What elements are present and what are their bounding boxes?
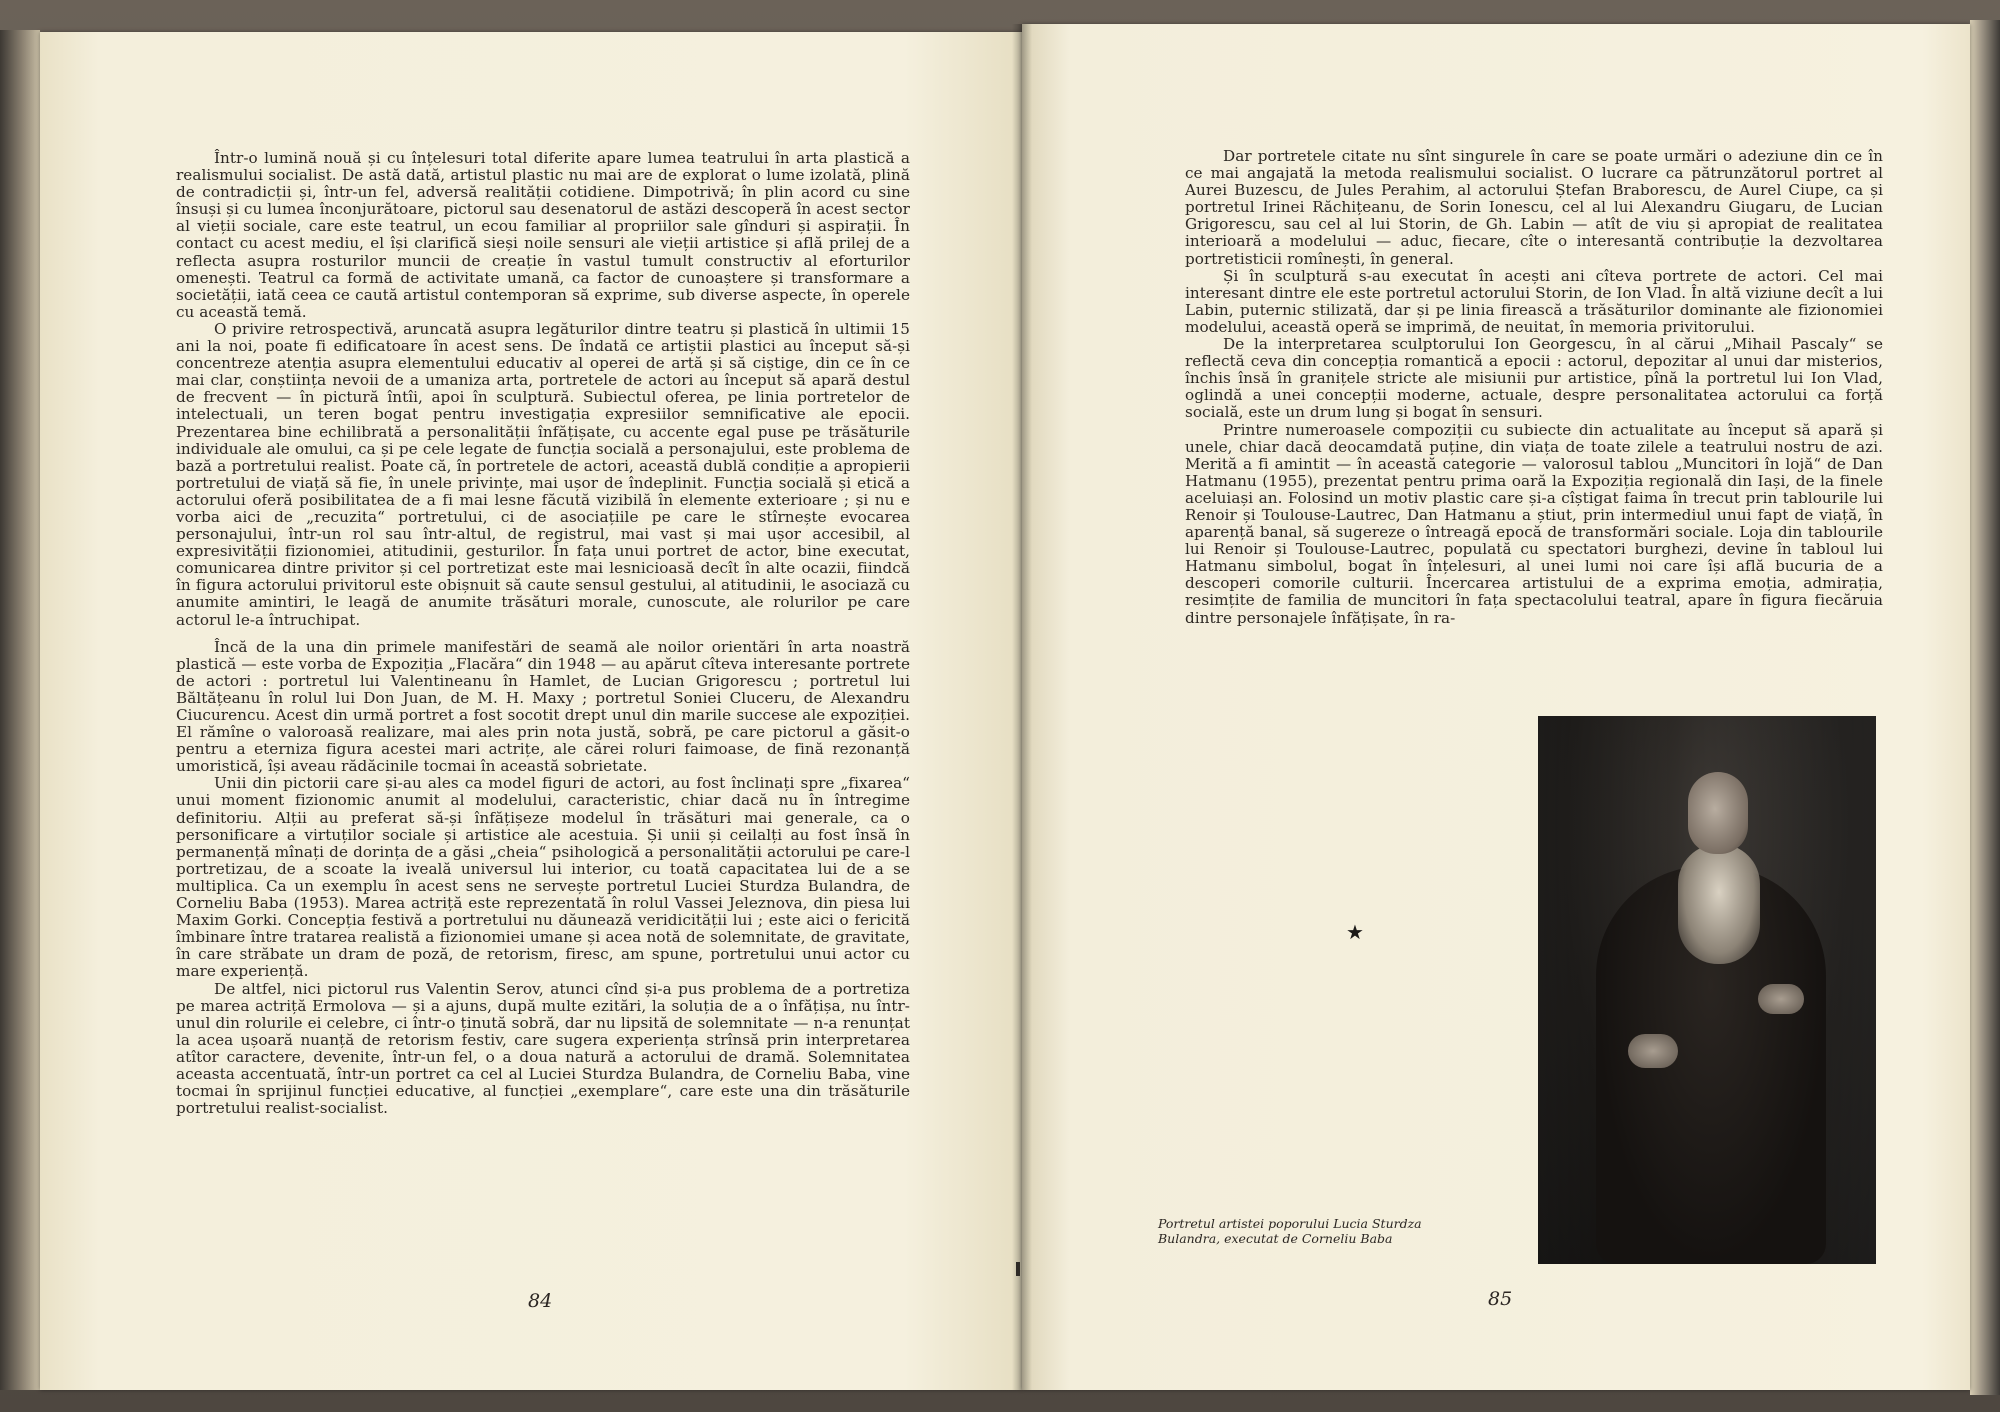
figure-hand-left bbox=[1628, 1034, 1678, 1068]
paragraph: Încă de la una din primele manifestări de seamă ale noilor orientări în arta noastră plastică — este vorba de Expoziția „Flacăra“ din 1948 — au apărut cîteva interesante portrete de actori : portretul lui Valentineanu în Hamlet, de Lucian Grigorescu ; portretul lui Băltățeanu în rolul lui Don Juan, de M. H. Maxy ; portretul Soniei Cluceru, de Alexandru Ciucurencu. Acest din urmă portret a fost socotit drept unul din marile succese ale expoziției. El rămîne o valoroasă realizare, mai ales prin nota justă, sobră, pe care pictorul a găsit-o pentru a eterniza figura acestei mari actrițe, ale cărei roluri faimoase, de fină rezonanță umoristică, își aveau rădăcinile tocmai în această sobrietate. bbox=[176, 637, 910, 776]
paragraph: Și în sculptură s-au executat în acești ani cîteva portrete de actori. Cel mai interesant dintre ele este portretul actorului Storin, de Ion Vlad. În altă viziune decît a lui Labin, puternic stilizată, dar și pe linia firească a trăsăturilor dominante ale fizionomiei modelului, această operă se imprimă, de neuitat, în memoria privitorului. bbox=[1185, 266, 1883, 336]
paragraph: Unii din pictorii care și-au ales ca model figuri de actori, au fost înclinați spre „fixarea“ unui moment fizionomic anumit al modelului, caracteristic, chiar dacă nu în întregime definitoriu. Alții au preferat să-și înfățișeze modelul în trăsături mai generale, ca o personificare a virtuților sociale și artistice ale acestuia. Și unii și ceilalți au fost însă în permanență mînați de dorința de a găsi „cheia“ psihologică a personalității actorului pe care-l portretizau, de a scoate la iveală universul lui interior, cu toată capacitatea lui de a se multiplica. Ca un exemplu în acest sens ne servește portretul Luciei Sturdza Bulandra, de Corneliu Baba (1953). Marea actriță este reprezentată în rolul Vassei Jeleznova, din piesa lui Maxim Gorki. Concepția festivă a portretului nu dăunează veridicității lui ; este aici o fericită îmbinare între tratarea realistă a fizionomiei umane și acea notă de solemnitate, de gravitate, în care străbate un dram de poză, de retorism, firesc, am spune, portretului unui actor cu mare experiență. bbox=[176, 774, 910, 981]
book-edge-right bbox=[1970, 20, 2000, 1395]
figure-hand-right bbox=[1758, 984, 1804, 1014]
right-page-text bbox=[1185, 148, 1883, 627]
star-icon: ★ bbox=[1346, 920, 1364, 944]
left-page-text bbox=[176, 150, 910, 1117]
paragraph: Dar portretele citate nu sînt singurele în care se poate urmări o adeziune din ce în ce mai angajată la metoda realismului socialist. O lucrare ca pătrunzătorul portret al Aurei Buzescu, de Jules Perahim, al actorului Ștefan Braborescu, de Aurel Ciupe, ca și portretul Irinei Răchițeanu, de Sorin Ionescu, cel al lui Alexandru Giugaru, de Lucian Grigorescu, sau cel al lui Storin, de Gh. Labin — atît de viu și apropiat de realitatea interioară a modelului — aduc, fiecare, cîte o interesantă contribuție la dezvoltarea portretisticii romînești, în general. bbox=[1185, 147, 1883, 268]
paragraph: O privire retrospectivă, aruncată asupra legăturilor dintre teatru și plastică în ultimii 15 ani la noi, poate fi edificatoare în acest sens. De îndată ce artiștii plastici au început să-și concentreze atenția asupra elementului educativ al operei de artă și să ciștige, din ce în ce mai clar, conștiința nevoii de a umaniza arta, portretele de actori au început să apară destul de frecvent — în pictură întîi, apoi în sculptură. Subiectul oferea, pe linia portretelor de intelectuali, un teren bogat pentru investigația expresiilor semnificative ale epocii. Prezentarea bine echilibrată a personalității înfățișate, cu accente egal puse pe trăsăturile individuale ale omului, ca și pe cele legate de funcția socială a personajului, este problema de bază a portretului realist. Poate că, în portretele de actori, această dublă condiție a apropierii portretului de viață să fie, în unele privințe, mai ușor de îndeplinit. Funcția socială și etică a actorului oferă posibilitatea de a fi mai lesne făcută vizibilă în elemente exterioare ; și nu e vorba aici de „recuzita“ portretului, ci de asociațiile pe care le stîrnește evocarea personajului, într-un rol sau într-altul, de registrul, mai vast și mai ușor accesibil, al expresivității fizionomiei, atitudinii, gesturilor. În fața unui portret de actor, bine executat, comunicarea dintre privitor și cel portretizat este mai lesnicioasă decît în alte ocazii, fiindcă în figura actorului privitorul este obișnuit să caute sensul gestului, al atitudinii, le asociază cu anumite amintiri, le leagă de anumite trăsături morale, cunoscute, ale rolurilor pe care actorul le-a întruchipat. bbox=[176, 319, 910, 629]
book-edge-left bbox=[0, 30, 40, 1390]
paragraph: Printre numeroasele compoziții cu subiecte din actualitate au început să apară și unele, chiar dacă deocamdată puține, din viața de toate zilele a teatrului nostru de azi. Merită a fi amintit — în această categorie — valorosul tablou „Muncitori în lojă“ de Dan Hatmanu (1955), prezentat pentru prima oară la Expoziția regională din Iași, de la finele aceluiași an. Folosind un motiv plastic care și-a cîștigat faima în trecut prin tablourile lui Renoir și Toulouse-Lautrec, Dan Hatmanu a știut, prin intermediul unui fapt de viață, în aparență banal, să sugereze o întreagă epocă de transformări sociale. Loja din tablourile lui Renoir și Toulouse-Lautrec, populată cu spectatori burghezi, devine în tabloul lui Hatmanu simbolul, bogat în înțelesuri, al unei lumi noi care își află bucuria de a descoperi comorile culturii. Încercarea artistului de a exprima emoția, admirația, resimțite de familia de muncitori în fața spectacolului teatral, apare în figura fiecăruia dintre personajele înfățișate, în ra- bbox=[1185, 420, 1883, 627]
portrait-photo bbox=[1538, 716, 1876, 1264]
page-number-left: 84 bbox=[528, 1290, 553, 1312]
paragraph: Într-o lumină nouă și cu înțelesuri total diferite apare lumea teatrului în arta plastică a realismului socialist. De astă dată, artistul plastic nu mai are de explorat o lume izolată, plină de contradicții și, într-un fel, adversă realității cotidiene. Dimpotrivă; în plin acord cu sine însuși și cu lumea înconjurătoare, pictorul sau desenatorul de astăzi descoperă în acest sector al vieții sociale, care este teatrul, un ecou familiar al propriilor sale gînduri și aspirații. În contact cu acest mediu, el își clarifică sieși noile sensuri ale vieții artistice și află prilej de a reflecta asupra rosturilor muncii de creație în vastul tumult constructiv al eforturilor omenești. Teatrul ca formă de activitate umană, ca factor de cunoaștere și transformare a societății, iată ceea ce caută artistul contemporan să exprime, sub diverse aspecte, în operele cu această temă. bbox=[176, 149, 910, 321]
figure-head bbox=[1688, 772, 1748, 854]
paragraph: De la interpretarea sculptorului Ion Georgescu, în al cărui „Mihail Pascaly“ se reflectă ceva din concepția romantică a epocii : actorul, depozitar al unui dar misterios, închis însă în granițele stricte ale misiunii pur artistice, pînă la portretul lui Ion Vlad, oglindă a unei concepții moderne, actuale, despre personalitatea actorului ca forță socială, este un drum lung și bogat în sensuri. bbox=[1185, 335, 1883, 422]
photo-caption: Portretul artistei poporului Lucia Sturdza Bulandra, executat de Corneliu Baba bbox=[1158, 1216, 1422, 1246]
figure-collar bbox=[1678, 844, 1760, 964]
page-number-right: 85 bbox=[1488, 1288, 1513, 1310]
gutter-mark bbox=[1016, 1262, 1020, 1276]
paragraph: De altfel, nici pictorul rus Valentin Serov, atunci cînd și-a pus problema de a portretiza pe marea actriță Ermolova — și a ajuns, după multe ezitări, la soluția de a o înfățișa, nu într-unul din rolurile ei celebre, ci într-o ținută sobră, dar nu lipsită de solemnitate — n-a renunțat la acea ușoară nuanță de retorism festiv, care sugera experiența strînsă prin interpretarea atîtor caractere, devenite, într-un fel, o a doua natură a actorului de dramă. Solemnitatea aceasta accentuată, într-un portret ca cel al Luciei Sturdza Bulandra, de Corneliu Baba, vine tocmai în sprijinul funcției educative, al funcției „exemplare“, care este una din trăsăturile portretului realist-socialist. bbox=[176, 979, 910, 1118]
book-gutter bbox=[1012, 24, 1032, 1390]
